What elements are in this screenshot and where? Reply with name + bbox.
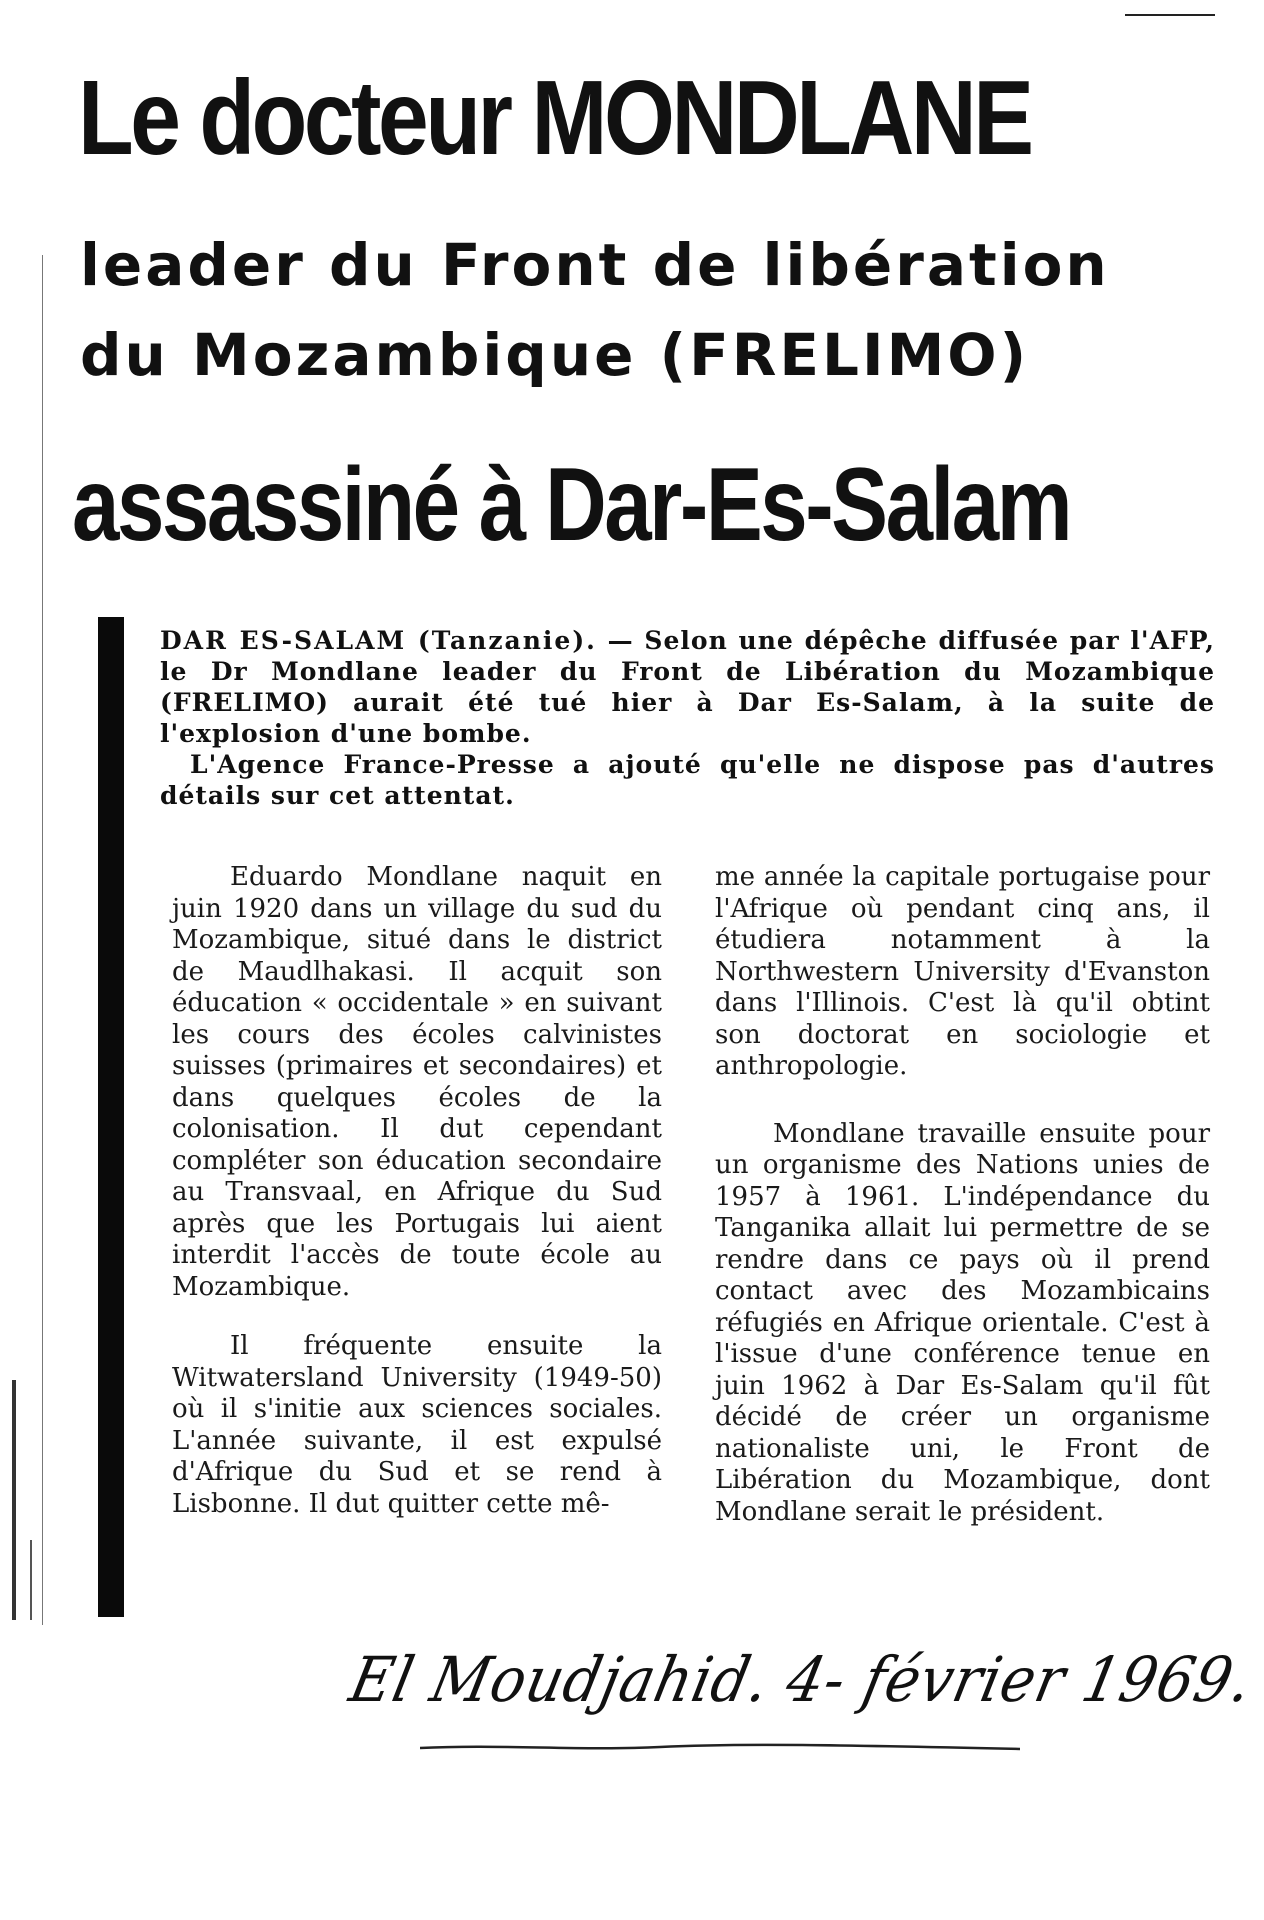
dateline: DAR ES-SALAM (Tanzanie). (160, 626, 597, 655)
lede (160, 625, 1215, 811)
body-paragraph: Il fréquente ensuite la Witwatersland University (1949-50) où il s'initie aux sciences sociales. L'année suivante, il est expulsé d'Afrique du Sud et se rend à Lisbonne. Il dut quitter cette mê- (172, 1331, 662, 1519)
body-paragraph: Mondlane travaille ensuite pour un organisme des Nations unies de 1957 à 1961. L'indépendance du Tanganika allait lui permettre de se rendre dans ce pays où il prend contact avec des Mozambicains réfugiés en Afrique orientale. C'est à l'issue d'une conférence tenue en juin 1962 à Dar Es-Salam qu'il fût décidé de créer un organisme nationaliste uni, le Front de Libération du Mozambique, dont Mondlane serait le président. (715, 1118, 1210, 1527)
body-column-right (715, 862, 1210, 1528)
headline-line-2: leader du Front de libération (80, 231, 1110, 299)
handwritten-source-date: El Moudjahid. 4- février 1969. (343, 1643, 1260, 1716)
lede-paragraph-2: L'Agence France-Presse a ajouté qu'elle ne dispose pas d'autres détails sur cet attentat. (160, 750, 1215, 810)
lede-paragraph-1 (160, 625, 1215, 749)
left-margin-mark-small (30, 1540, 32, 1620)
left-margin-mark (12, 1380, 16, 1620)
headline-line-4: assassiné à Dar-Es-Salam (72, 447, 1071, 563)
top-rule (1125, 14, 1215, 16)
headline-line-1: Le docteur MONDLANE (78, 59, 1031, 177)
body-column-left (172, 862, 662, 1520)
headline-line-3: du Mozambique (FRELIMO) (80, 321, 1030, 389)
black-vertical-bar (98, 617, 124, 1617)
left-margin-rule (42, 255, 43, 1625)
body-paragraph: Eduardo Mondlane naquit en juin 1920 dans un village du sud du Mozambique, situé dans le district de Maudlhakasi. Il acquit son éducation « occidentale » en suivant les cours des écoles calvinistes suisses (primaires et secondaires) et dans quelques écoles de la colonisation. Il dut cependant compléter son éducation secondaire au Transvaal, en Afrique du Sud après que les Portugais lui aient interdit l'accès de toute école au Mozambique. (172, 862, 662, 1302)
handwritten-underline (420, 1740, 1020, 1754)
handwritten-annotation (343, 1640, 1260, 1760)
lede-text-1: — Selon une dépêche diffusée par l'AFP, le Dr Mondlane leader du Front de Libération du Mozambique (FRELIMO) aurait été tué hier à Dar Es-Salam, à la suite de l'explosion d'une bombe. (160, 626, 1215, 748)
body-paragraph: me année la capitale portugaise pour l'Afrique où pendant cinq ans, il étudiera notamment à la Northwestern University d'Evanston dans l'Illinois. C'est là qu'il obtint son doctorat en sociologie et anthropologie. (715, 862, 1210, 1081)
